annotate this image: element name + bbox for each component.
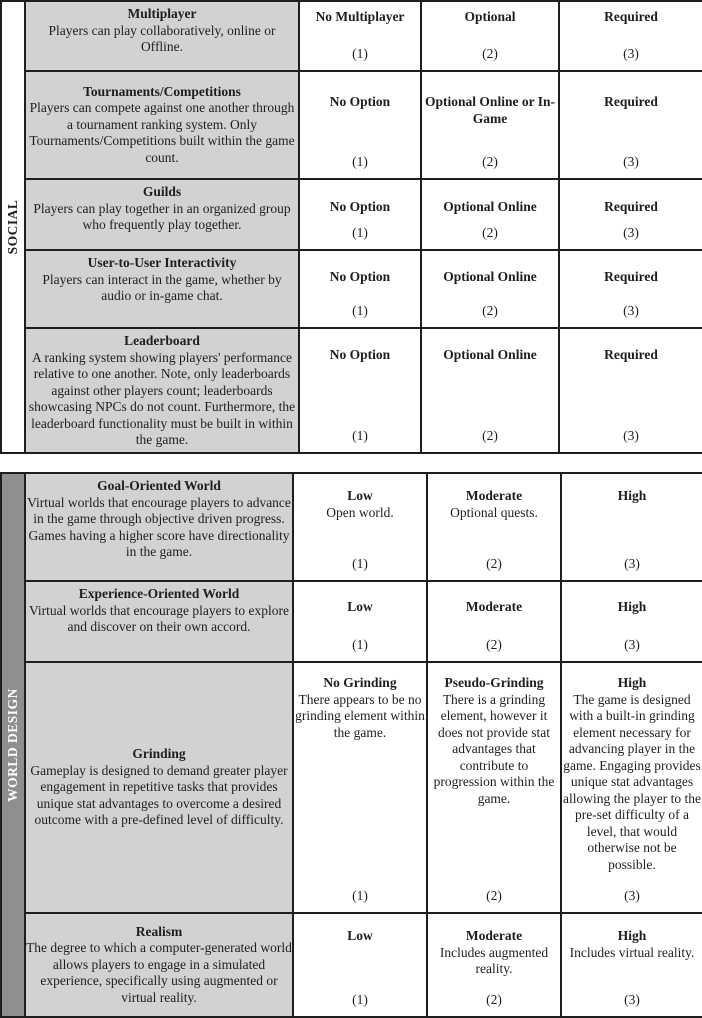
option-score: (3) — [623, 153, 639, 169]
option-detail: The game is designed with a built-in grinding element necessary for advancing player in the game. Engaging provides unique stat advantages allowing the player to the pre-set difficulty of a level, that would otherwise not be possible. — [563, 691, 701, 872]
option-label: Moderate — [465, 928, 523, 943]
option-score: (2) — [482, 427, 498, 443]
option-cell — [293, 581, 427, 662]
option-score: (3) — [624, 555, 640, 571]
criterion-cell — [25, 250, 299, 328]
option-score: (2) — [482, 45, 498, 61]
criterion-title: Grinding — [132, 746, 186, 762]
criterion-title: Goal-Oriented World — [97, 478, 221, 493]
option-score: (2) — [486, 991, 502, 1007]
option-score: (3) — [623, 45, 639, 61]
table-row — [1, 581, 702, 662]
table-row — [1, 662, 702, 913]
option-score: (2) — [486, 555, 502, 571]
criterion-cell — [25, 179, 299, 250]
criterion-cell — [25, 71, 299, 179]
section-label: SOCIAL — [5, 199, 20, 255]
option-label: No Option — [329, 347, 391, 362]
option-detail: There appears to be no grinding element within the game. — [295, 691, 425, 740]
option-detail: Includes virtual reality. — [569, 944, 695, 960]
criterion-description: Players can compete against one another through a tournament ranking system. Only Tournaments/Competitions built within the game count. — [29, 100, 295, 165]
criterion-description: A ranking system showing players' performance relative to one another. Note, only leaderboards against other players count; leaderboards showcasing NPCs do not count. Furthermore, the leaderboard functionality must be built in within the game. — [28, 349, 296, 447]
option-cell — [559, 71, 702, 179]
criterion-cell — [25, 581, 293, 662]
option-detail: There is a grinding element, however it does not provide stat advantages that contribute to progression within the game. — [433, 691, 555, 806]
criterion-description: The degree to which a computer-generated world allows players to engage in a simulated experience, specifically using augmented or virtual reality. — [26, 940, 292, 1005]
option-label: Moderate — [465, 488, 523, 503]
option-cell — [427, 913, 561, 1017]
option-score: (2) — [486, 636, 502, 652]
criterion-description: Virtual worlds that encourage players to advance in the game through objective driven progress. Games having a higher score have directionality in the game. — [27, 494, 291, 559]
option-score: (1) — [352, 302, 368, 318]
option-label: Optional Online — [443, 199, 537, 214]
option-cell — [299, 71, 421, 179]
criterion-title: Experience-Oriented World — [78, 586, 240, 601]
criterion-description: Players can play together in an organized group who frequently play together. — [33, 200, 291, 232]
criterion-title: Realism — [135, 923, 183, 939]
option-label: High — [617, 599, 647, 614]
option-detail: Optional quests. — [450, 504, 538, 520]
criterion-title: User-to-User Interactivity — [87, 255, 237, 270]
option-detail: Includes augmented reality. — [439, 944, 549, 976]
table-row — [1, 913, 702, 1017]
table-row — [1, 473, 702, 581]
option-cell — [559, 250, 702, 328]
option-label: Optional Online — [443, 347, 537, 362]
table-row — [1, 250, 702, 328]
option-cell — [427, 581, 561, 662]
criterion-title: Tournaments/Competitions — [83, 83, 241, 99]
option-score: (3) — [624, 991, 640, 1007]
option-label: Low — [347, 488, 373, 503]
option-cell — [299, 250, 421, 328]
option-cell — [293, 913, 427, 1017]
criterion-description: Gameplay is designed to demand greater player engagement in repetitive tasks that provides unique stat advantages to overcome a desired outcome with a pre-defined level of difficulty. — [30, 762, 288, 828]
option-label: No Option — [329, 199, 391, 214]
option-label: Low — [347, 928, 373, 943]
option-cell — [299, 179, 421, 250]
option-label: Optional Online — [443, 269, 537, 284]
option-label: Required — [604, 199, 658, 214]
option-cell — [421, 250, 559, 328]
criterion-cell — [25, 473, 293, 581]
criterion-cell — [25, 328, 299, 453]
option-cell — [561, 662, 702, 913]
option-cell — [561, 473, 702, 581]
criterion-cell — [25, 913, 293, 1017]
option-cell — [559, 179, 702, 250]
option-score: (1) — [352, 153, 368, 169]
section-label: WORLD DESIGN — [5, 688, 20, 802]
option-label: Optional Online or In- Game — [425, 94, 555, 126]
criterion-description: Virtual worlds that encourage players to explore and discover on their own accord. — [28, 602, 290, 634]
option-score: (1) — [352, 427, 368, 443]
table-row — [1, 328, 702, 453]
option-label: Required — [604, 347, 658, 362]
option-score: (1) — [352, 991, 368, 1007]
option-label: Optional — [464, 9, 516, 24]
option-label: Required — [604, 94, 658, 109]
option-label: No Option — [329, 269, 391, 284]
option-label: No Option — [329, 94, 391, 109]
table-row — [1, 71, 702, 179]
option-cell — [427, 473, 561, 581]
criterion-cell — [25, 1, 299, 71]
option-score: (3) — [624, 887, 640, 903]
criterion-title: Leaderboard — [124, 333, 200, 348]
option-score: (3) — [623, 224, 639, 240]
option-label: Required — [604, 269, 658, 284]
option-score: (3) — [623, 427, 639, 443]
option-detail: Open world. — [326, 504, 394, 520]
world-design-table — [0, 472, 702, 1018]
criterion-title: Guilds — [142, 184, 182, 199]
option-cell — [421, 328, 559, 453]
section-header-world-design — [1, 473, 25, 1017]
option-label: No Grinding — [323, 675, 397, 690]
option-cell — [559, 1, 702, 71]
option-label: High — [617, 488, 647, 503]
option-score: (2) — [482, 224, 498, 240]
option-score: (3) — [623, 302, 639, 318]
option-score: (2) — [486, 887, 502, 903]
option-cell — [427, 662, 561, 913]
option-score: (1) — [352, 636, 368, 652]
option-score: (1) — [352, 887, 368, 903]
option-cell — [293, 473, 427, 581]
option-score: (3) — [624, 636, 640, 652]
option-label: Pseudo-Grinding — [444, 675, 544, 690]
option-label: Required — [604, 9, 658, 24]
option-score: (2) — [482, 153, 498, 169]
option-score: (2) — [482, 302, 498, 318]
table-row — [1, 179, 702, 250]
option-cell — [421, 1, 559, 71]
criterion-description: Players can play collaboratively, online or Offline. — [48, 22, 276, 54]
option-score: (1) — [352, 224, 368, 240]
criterion-description: Players can interact in the game, whether by audio or in-game chat. — [42, 271, 282, 303]
social-table — [0, 0, 702, 454]
option-score: (1) — [352, 555, 368, 571]
option-label: High — [617, 675, 647, 690]
criterion-cell — [25, 662, 293, 913]
table-row — [1, 1, 702, 71]
option-score: (1) — [352, 45, 368, 61]
option-label: No Multiplayer — [315, 9, 405, 24]
option-label: High — [617, 928, 647, 943]
option-cell — [299, 328, 421, 453]
option-cell — [421, 71, 559, 179]
option-cell — [561, 913, 702, 1017]
option-cell — [421, 179, 559, 250]
option-label: Moderate — [465, 599, 523, 614]
option-cell — [299, 1, 421, 71]
option-cell — [559, 328, 702, 453]
option-label: Low — [347, 599, 373, 614]
option-cell — [293, 662, 427, 913]
option-cell — [561, 581, 702, 662]
criterion-title: Multiplayer — [127, 6, 197, 21]
section-header-social — [1, 1, 25, 453]
